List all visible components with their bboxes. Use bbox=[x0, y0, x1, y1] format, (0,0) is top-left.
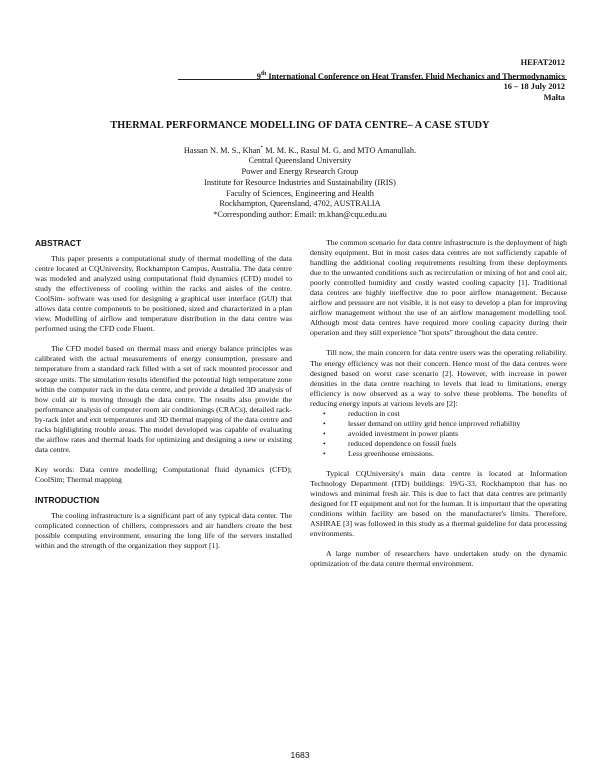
conference-header bbox=[85, 58, 565, 103]
left-column bbox=[35, 238, 292, 551]
author-names: Hassan N. M. S., Khan* M. M. K., Rasul M. G. and MTO Amanullah. bbox=[183, 145, 417, 155]
list-item: • reduced dependence on fossil fuels bbox=[310, 439, 567, 449]
keywords: Key words: Data centre modelling; Computational fluid dynamics (CFD); CoolSim; Thermal mapping bbox=[35, 464, 292, 484]
body-paragraph: The common scenario for data centre infrastructure is the deployment of high density equipment. But in most cases data centres are not sufficiently capable of handling the additional cooling requirements resulting from these deployments due to the unwanted conditions such as recirculation or mixing of hot and cool air, poorly controlled humidity and costly wasted cooling capacity [1]. Traditional data centres are highly ineffective due to poor airflow management. Because airflow and pressure are not visible, it is not easy to develop a plan for improving airflow management without the use of an airflow management modelling tool. Although most data centres have required more cooling capacity during their operation and they still experience "hot spots" throughout the data centre. bbox=[310, 238, 567, 338]
list-item: • Less greenhouse emissions. bbox=[310, 449, 567, 459]
list-item: • reduction in cost bbox=[310, 409, 567, 419]
conference-dates: 16 – 18 July 2012 bbox=[503, 81, 565, 91]
author-block bbox=[0, 143, 600, 221]
right-column bbox=[310, 238, 567, 569]
list-item: • lesser demand on utility grid hence improved reliability bbox=[310, 419, 567, 429]
conference-full-name: 9th International Conference on Heat Transfer, Fluid Mechanics and Thermodynamics bbox=[256, 70, 565, 81]
page-number: 1683 bbox=[290, 750, 310, 760]
affiliation-line: Central Queensland University bbox=[248, 156, 352, 166]
conference-short-name: HEFAT2012 bbox=[520, 58, 565, 67]
introduction-paragraph: The cooling infrastructure is a significant part of any typical data center. The complicated connection of chillers, compressors and air handlers create the best possible computing environment, ensuring the long life of the servers installed within and the strength of the organization they support [1]. bbox=[35, 510, 292, 551]
abstract-heading: ABSTRACT bbox=[35, 238, 82, 248]
affiliation-line: Institute for Resource Industries and Sustainability (IRIS) bbox=[204, 177, 396, 187]
affiliation-line: Faculty of Sciences, Engineering and Health bbox=[226, 188, 374, 198]
benefits-list bbox=[310, 409, 567, 459]
introduction-heading: INTRODUCTION bbox=[35, 494, 100, 505]
affiliation-line: Power and Energy Research Group bbox=[241, 167, 359, 177]
list-item: • avoided investment in power plants bbox=[310, 429, 567, 439]
body-paragraph: Typical CQUniversity's main data centre is located at Information Technology Department (ITD) buildings: 19/G-33, Rockhampton that has no windows and minimal fresh air. This is due to fact that data centres are primarily designed for IT equipment and not for the human. It is important that the operating conditions within facility are based on the manufacturer's limits. Therefore, ASHRAE [3] was followed in this study as a thermal guideline for data processing environments. bbox=[310, 468, 567, 539]
header-rule bbox=[178, 79, 567, 80]
abstract-paragraph: The CFD model based on thermal mass and energy balance principles was calibrated with the actual measurements of energy consumption, pressure and temperature from a standard rack filled with a set of rack mounted processor and storage units. The simulation results identified the potential high temperature zone within the computer rack in the data centre, and provide a detailed 3D analysis of how cold air is moving through the data centre. The results also provide the performance analysis of computer room air conditionings (CRACs), detailed rack-by-rack inlet and exit temperatures and 3D thermal mapping of the data centre and racks highlighting trouble areas. The model developed was capable of evaluating the airflow rates and thermal loads for optimizing and designing a new or existing data centre. bbox=[35, 344, 292, 454]
abstract-paragraph: This paper presents a computational study of thermal modelling of the data centre located at CQUniversity, Rockhampton Campus, Australia. The data centre was modeled and analyzed using computational fluid dynamics (CFD) model to study the effectiveness of cooling within the racks and aisles of the centre. CoolSim- software was used for designing a graphical user interface (GUI) that allows data centre components to be positioned, sized and characterized in a plan view. Modelling of airflow and temperature distribution in the data centre was performed using the CFD code Fluent. bbox=[35, 254, 292, 334]
conference-location: Malta bbox=[543, 92, 565, 102]
paper-title: THERMAL PERFORMANCE MODELLING OF DATA CENTRE– A CASE STUDY bbox=[110, 120, 490, 131]
affiliation-line: Rockhampton, Queensland, 4702, AUSTRALIA bbox=[219, 199, 381, 209]
body-paragraph: A large number of researchers have undertaken study on the dynamic optimization of the data centre thermal environment. bbox=[310, 549, 567, 569]
body-paragraph: Till now, the main concern for data centre users was the operating reliability. The energy efficiency was not their concern. Hence most of the data centres were designed based on worst case scenario [2]. However, with increase in power densities in the data centre reaching to levels that lead to limitations, energy efficiency is now observed as a way to solve these problems. The benefits of reducing energy inputs at various levels are [2]: bbox=[310, 348, 567, 408]
corresponding-author: *Corresponding author: Email: m.khan@cqu.edu.au bbox=[213, 209, 387, 219]
